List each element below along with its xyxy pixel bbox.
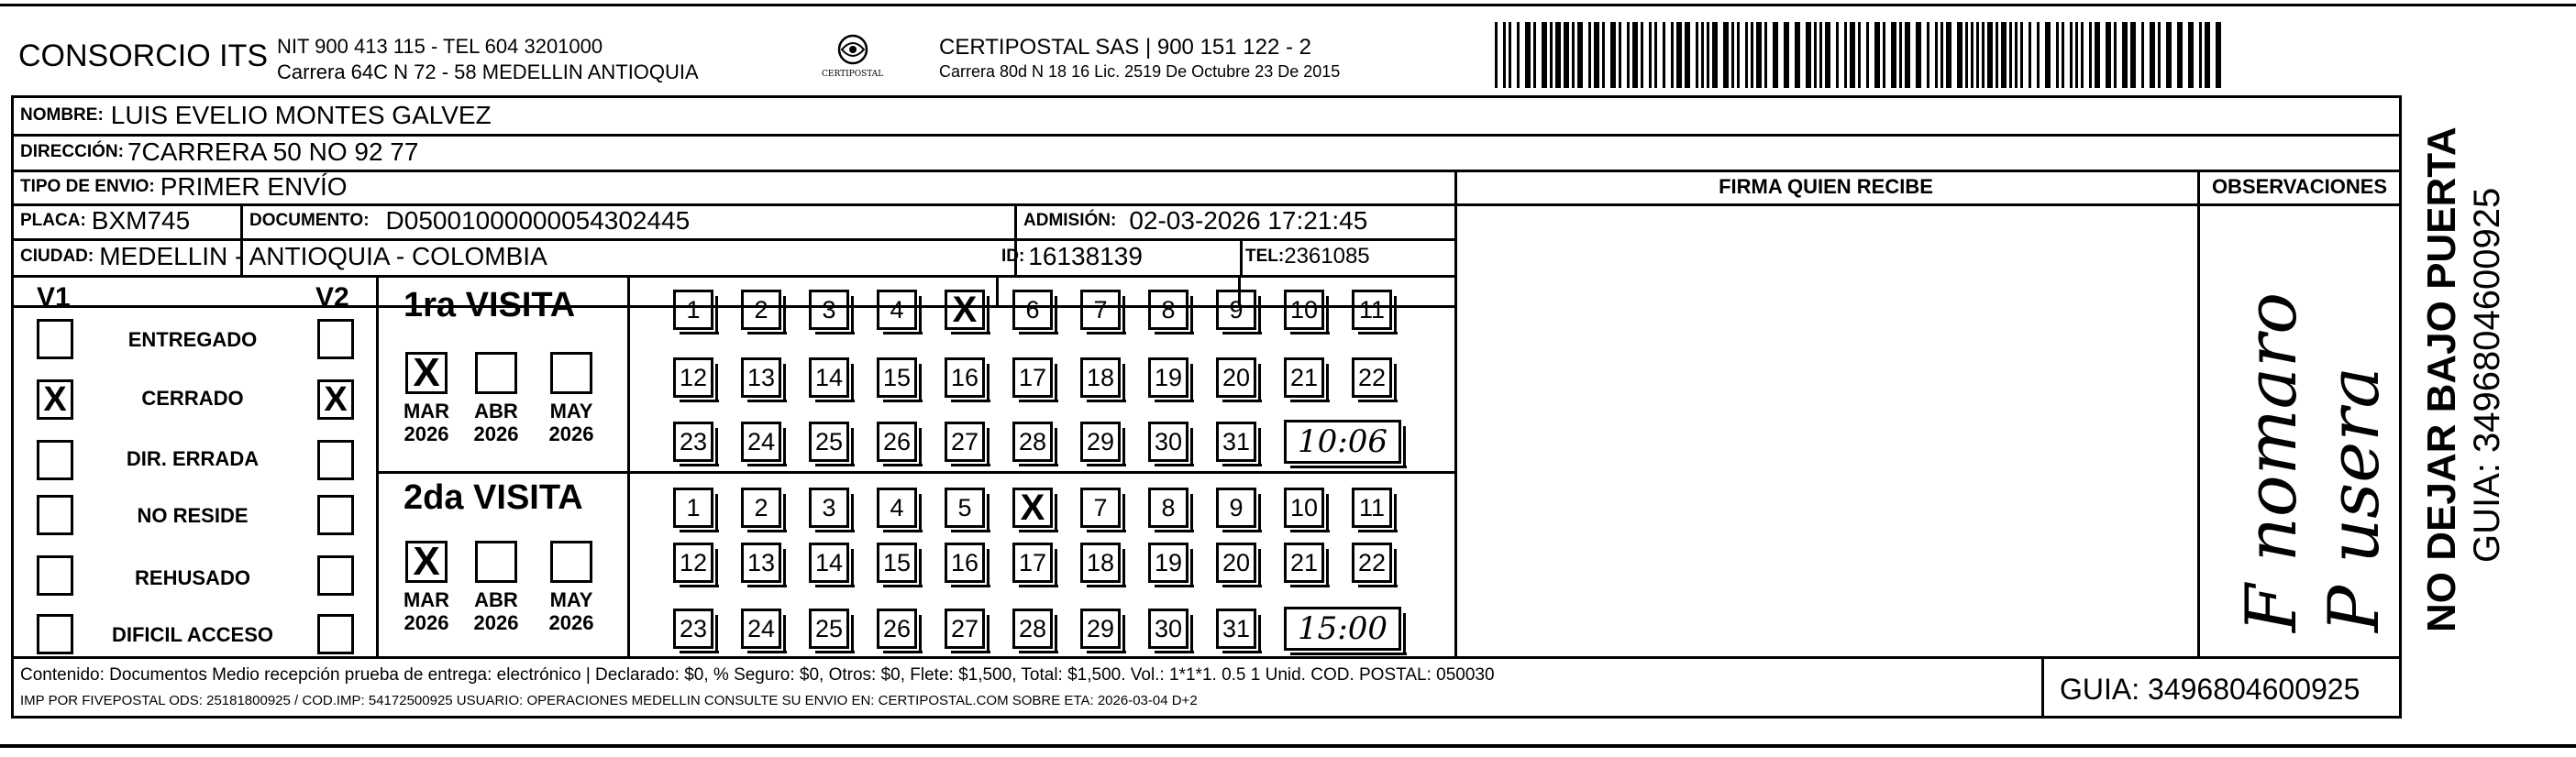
day-box[interactable]: X — [945, 290, 985, 330]
day-box[interactable]: 13 — [741, 543, 781, 583]
admision-label: ADMISIÓN: — [1023, 211, 1117, 230]
barcode-bar — [1737, 22, 1740, 88]
barcode-bar — [1965, 22, 1968, 88]
day-box[interactable]: 1 — [673, 488, 713, 528]
placa-cell — [20, 203, 190, 238]
barcode-bar — [2188, 22, 2194, 88]
month-name: MAY — [549, 588, 593, 611]
barcode-bar — [1825, 22, 1830, 88]
nombre-label: NOMBRE: — [20, 105, 104, 125]
barcode-bar — [1891, 22, 1896, 88]
placa-value: BXM745 — [91, 206, 191, 235]
barcode-bar — [2056, 22, 2059, 88]
barcode-bar — [1916, 22, 1921, 88]
month-name: MAY — [549, 400, 593, 422]
barcode-bar — [1764, 22, 1767, 88]
barcode-bar — [1707, 22, 1709, 88]
barcode-bar — [1850, 22, 1855, 88]
month-name: MAR — [403, 400, 450, 422]
day-box[interactable]: 16 — [945, 357, 985, 398]
day-box[interactable]: 2 — [741, 290, 781, 330]
cell-divider — [1014, 203, 1017, 238]
observaciones-divider — [2197, 170, 2200, 656]
cell-divider — [240, 203, 243, 238]
day-box[interactable]: 8 — [1148, 488, 1188, 528]
day-box[interactable]: 9 — [1216, 488, 1256, 528]
barcode-bar — [1564, 22, 1569, 88]
day-box[interactable]: 15 — [877, 357, 917, 398]
side-guia: GUIA: 3496804600925 — [2467, 187, 2507, 563]
barcode-bar — [1550, 22, 1553, 88]
tel-value: 2361085 — [1284, 244, 1370, 269]
day-box[interactable]: 10 — [1284, 290, 1324, 330]
barcode-bar — [1594, 22, 1599, 88]
status-label: DIR. ERRADA — [126, 447, 260, 470]
barcode-bar — [1976, 22, 1979, 88]
status-label: DIFICIL ACCESO — [111, 623, 273, 646]
v1-checkbox[interactable] — [37, 495, 73, 535]
footer-guia: GUIA: 3496804600925 — [2060, 673, 2360, 706]
barcode-bar — [2166, 22, 2172, 88]
barcode-bar — [2029, 22, 2031, 88]
month-year: 2026 — [404, 422, 449, 445]
month-checkbox[interactable]: X — [405, 541, 448, 583]
id-label: ID: — [1001, 247, 1025, 266]
barcode-bar — [1795, 22, 1800, 88]
barcode-bar — [1935, 22, 1938, 88]
barcode-bar — [1627, 22, 1630, 88]
day-box[interactable]: 17 — [1012, 357, 1053, 398]
cell-divider — [1240, 238, 1243, 275]
barcode-bar — [1588, 22, 1591, 88]
v2-checkbox[interactable]: X — [317, 379, 354, 420]
barcode-bar — [1745, 22, 1748, 88]
barcode-bar — [2177, 22, 2183, 88]
barcode-bar — [2106, 22, 2111, 88]
visit-divider — [376, 471, 1454, 474]
barcode-bar — [2001, 22, 2007, 88]
day-box[interactable]: X — [1012, 488, 1053, 528]
day-box[interactable]: 17 — [1012, 543, 1053, 583]
barcode-bar — [1946, 22, 1951, 88]
month-name: MAR — [403, 588, 450, 611]
day-box[interactable]: 11 — [1352, 488, 1392, 528]
day-box[interactable]: 2 — [741, 488, 781, 528]
barcode-bar — [2205, 22, 2210, 88]
day-box[interactable]: 28 — [1012, 422, 1053, 462]
day-box[interactable]: 21 — [1284, 357, 1324, 398]
v2-checkbox[interactable] — [317, 495, 354, 535]
barcode-bar — [2009, 22, 2012, 88]
barcode-bar — [1685, 22, 1690, 88]
barcode-bar — [2070, 22, 2073, 88]
barcode-bar — [1844, 22, 1847, 88]
visit-time[interactable]: 10:06 — [1284, 420, 1401, 464]
company-nit: NIT 900 413 115 - TEL 604 3201000 — [277, 35, 603, 58]
day-box[interactable]: 29 — [1080, 422, 1121, 462]
ciudad-label: CIUDAD: — [20, 247, 94, 266]
barcode-bar — [2020, 22, 2023, 88]
barcode-bar — [1940, 22, 1943, 88]
observaciones-header — [2197, 170, 2402, 204]
day-box[interactable]: 16 — [945, 543, 985, 583]
barcode-bar — [1671, 22, 1674, 88]
barcode-bar — [1701, 22, 1704, 88]
handwriting-line1: F nomaro — [2230, 291, 2312, 632]
day-box[interactable]: 15 — [877, 543, 917, 583]
month-checkbox[interactable] — [475, 541, 517, 583]
documento-value: D05001000000054302445 — [385, 206, 691, 235]
barcode-bar — [2130, 22, 2136, 88]
day-box[interactable]: 29 — [1080, 609, 1121, 649]
tel-label: TEL: — [1245, 247, 1285, 266]
barcode-bar — [1751, 22, 1753, 88]
guia-divider — [2041, 656, 2044, 719]
barcode-bar — [1632, 22, 1638, 88]
month-checkbox[interactable] — [475, 352, 517, 394]
barcode-bar — [1525, 22, 1531, 88]
month-year: 2026 — [473, 611, 519, 634]
month-name: ABR — [474, 588, 518, 611]
day-box[interactable]: 13 — [741, 357, 781, 398]
status-label: REHUSADO — [135, 566, 250, 589]
day-box[interactable]: 12 — [673, 543, 713, 583]
nombre-row — [20, 97, 492, 134]
month-name: ABR — [474, 400, 518, 422]
barcode-bar — [1806, 22, 1811, 88]
nombre-value: LUIS EVELIO MONTES GALVEZ — [110, 101, 492, 129]
barcode-bar — [1905, 22, 1910, 88]
tel-cell — [1245, 238, 1370, 275]
month-year: 2026 — [548, 611, 594, 634]
cell-divider — [996, 275, 999, 305]
barcode-bar — [2045, 22, 2051, 88]
day-box[interactable]: 20 — [1216, 543, 1256, 583]
day-box[interactable]: 19 — [1148, 357, 1188, 398]
day-box[interactable]: 24 — [741, 422, 781, 462]
barcode-bar — [1927, 22, 1929, 88]
visit1-title: 1ra VISITA — [404, 286, 576, 324]
day-box[interactable]: 18 — [1080, 543, 1121, 583]
day-box[interactable]: 1 — [673, 290, 713, 330]
day-box[interactable]: 23 — [673, 609, 713, 649]
month-label — [394, 400, 459, 445]
footer-line2: IMP POR FIVEPOSTAL ODS: 25181800925 / COD.IMP: 54172500925 USUARIO: OPERACIONES MEDELLIN CONSULTE SU ENVIO EN: CERTIPOSTAL.COM SOBRE ETA: 2026-03-04 D+2 — [20, 693, 1198, 708]
barcode-bar — [2199, 22, 2202, 88]
month-label — [539, 400, 603, 445]
carrier-name: CERTIPOSTAL SAS | 900 151 122 - 2 — [939, 35, 1311, 60]
barcode-bar — [1619, 22, 1621, 88]
barcode-bar — [1542, 22, 1547, 88]
day-box[interactable]: 14 — [809, 543, 849, 583]
admision-value: 02-03-2026 17:21:45 — [1129, 206, 1368, 235]
day-box[interactable]: 30 — [1148, 422, 1188, 462]
day-box[interactable]: 27 — [945, 422, 985, 462]
barcode-bar — [1696, 22, 1698, 88]
month-year: 2026 — [473, 422, 519, 445]
barcode-bar — [2150, 22, 2155, 88]
ciudad-cell — [20, 238, 547, 275]
day-box[interactable]: 4 — [877, 488, 917, 528]
logo-text: CERTIPOSTAL — [822, 70, 884, 79]
barcode-bar — [1495, 22, 1498, 88]
placa-label: PLACA: — [20, 211, 86, 230]
status-divider — [376, 275, 379, 656]
id-cell — [1001, 238, 1143, 275]
day-box[interactable]: 3 — [809, 290, 849, 330]
month-label — [464, 588, 528, 634]
barcode-bar — [1899, 22, 1902, 88]
v2-checkbox[interactable] — [317, 440, 354, 480]
documento-label: DOCUMENTO: — [249, 211, 370, 230]
barcode-bar — [1712, 22, 1718, 88]
month-label — [539, 588, 603, 634]
day-box[interactable]: 27 — [945, 609, 985, 649]
bottom-edge-line — [0, 744, 2576, 748]
status-label: CERRADO — [141, 387, 244, 410]
direccion-label: DIRECCIÓN: — [20, 142, 124, 161]
day-box[interactable]: 20 — [1216, 357, 1256, 398]
barcode-bar — [1649, 22, 1652, 88]
month-year: 2026 — [404, 611, 449, 634]
visit-time[interactable]: 15:00 — [1284, 607, 1401, 651]
day-box[interactable]: 31 — [1216, 609, 1256, 649]
barcode-bar — [2114, 22, 2117, 88]
admision-cell — [1023, 203, 1367, 238]
barcode-bar — [1784, 22, 1789, 88]
day-box[interactable]: 21 — [1284, 543, 1324, 583]
barcode-bar — [1814, 22, 1817, 88]
footer-line1: Contenido: Documentos Medio recepción prueba de entrega: electrónico | Declarado: $0, % Seguro: $0, Otros: $0, Flete: $1,500, Total: $1,500. Vol.: 1*1*1. 0.5 1 Unid. COD. POSTAL: 050030 — [20, 665, 1495, 685]
v1-checkbox[interactable]: X — [37, 379, 73, 420]
certipostal-logo — [807, 31, 899, 86]
month-checkbox[interactable]: X — [405, 352, 448, 394]
day-box[interactable]: 11 — [1352, 290, 1392, 330]
barcode-bar — [2089, 22, 2092, 88]
barcode-bar — [1773, 22, 1778, 88]
ciudad-value: MEDELLIN - ANTIOQUIA - COLOMBIA — [99, 242, 547, 270]
months-days-divider — [627, 275, 630, 656]
barcode-bar — [2075, 22, 2078, 88]
day-box[interactable]: 26 — [877, 422, 917, 462]
v1-header: V1 — [37, 282, 71, 313]
day-box[interactable]: 22 — [1352, 543, 1392, 583]
day-box[interactable]: 25 — [809, 422, 849, 462]
day-box[interactable]: 23 — [673, 422, 713, 462]
barcode-bar — [1533, 22, 1536, 88]
barcode-bar — [1509, 22, 1511, 88]
firma-header — [1454, 170, 2197, 204]
documento-cell — [249, 203, 690, 238]
barcode-bar — [2158, 22, 2161, 88]
day-box[interactable]: 3 — [809, 488, 849, 528]
barcode-bar — [1819, 22, 1822, 88]
day-box[interactable]: 28 — [1012, 609, 1053, 649]
side-warning: NO DEJAR BAJO PUERTA — [2419, 126, 2464, 632]
barcode-bar — [1987, 22, 1993, 88]
firma-divider — [1454, 170, 1457, 656]
day-box[interactable]: 10 — [1284, 488, 1324, 528]
day-box[interactable]: 12 — [673, 357, 713, 398]
barcode-bar — [1971, 22, 1973, 88]
barcode-bar — [1996, 22, 1998, 88]
carrier-license: Carrera 80d N 18 16 Lic. 2519 De Octubre 23 De 2015 — [939, 62, 1341, 81]
day-box[interactable]: 9 — [1216, 290, 1256, 330]
observaciones-label: OBSERVACIONES — [2211, 175, 2388, 198]
v1-checkbox[interactable] — [37, 319, 73, 359]
barcode-image — [1495, 22, 2225, 88]
company-address: Carrera 64C N 72 - 58 MEDELLIN ANTIOQUIA — [277, 60, 699, 83]
v2-checkbox[interactable] — [317, 555, 354, 596]
barcode-bar — [1555, 22, 1561, 88]
company-name: CONSORCIO ITS — [18, 38, 269, 73]
barcode-bar — [2015, 22, 2018, 88]
barcode-bar — [1883, 22, 1885, 88]
visit2-title: 2da VISITA — [404, 478, 583, 517]
day-box[interactable]: 6 — [1012, 290, 1053, 330]
v2-header: V2 — [315, 282, 349, 313]
day-box[interactable]: 4 — [877, 290, 917, 330]
tipo-row — [20, 170, 348, 204]
barcode-bar — [2216, 22, 2221, 88]
month-year: 2026 — [548, 422, 594, 445]
day-box[interactable]: 22 — [1352, 357, 1392, 398]
barcode-bar — [1866, 22, 1869, 88]
v1-checkbox[interactable] — [37, 614, 73, 654]
barcode-bar — [1731, 22, 1734, 88]
day-box[interactable]: 5 — [945, 488, 985, 528]
id-value: 16138139 — [1028, 242, 1143, 270]
barcode-bar — [1676, 22, 1682, 88]
day-box[interactable]: 31 — [1216, 422, 1256, 462]
barcode-bar — [1517, 22, 1520, 88]
v1-checkbox[interactable] — [37, 440, 73, 480]
barcode-bar — [1610, 22, 1616, 88]
barcode — [1495, 22, 2225, 88]
day-box[interactable]: 26 — [877, 609, 917, 649]
v2-checkbox[interactable] — [317, 614, 354, 654]
direccion-row — [20, 134, 418, 170]
v1-checkbox[interactable] — [37, 555, 73, 596]
month-label — [464, 400, 528, 445]
barcode-bar — [1572, 22, 1575, 88]
barcode-bar — [1874, 22, 1880, 88]
status-label: ENTREGADO — [127, 328, 258, 351]
day-box[interactable]: 8 — [1148, 290, 1188, 330]
barcode-bar — [1723, 22, 1729, 88]
status-label: NO RESIDE — [137, 504, 249, 527]
day-box[interactable]: 30 — [1148, 609, 1188, 649]
day-box[interactable]: 25 — [809, 609, 849, 649]
day-box[interactable]: 14 — [809, 357, 849, 398]
barcode-bar — [1858, 22, 1861, 88]
barcode-bar — [2037, 22, 2040, 88]
barcode-bar — [1602, 22, 1605, 88]
tipo-label: TIPO DE ENVIO: — [20, 177, 155, 196]
barcode-bar — [2095, 22, 2100, 88]
barcode-bar — [2122, 22, 2128, 88]
month-checkbox[interactable] — [550, 352, 592, 394]
barcode-bar — [1641, 22, 1643, 88]
barcode-bar — [1756, 22, 1762, 88]
day-box[interactable]: 18 — [1080, 357, 1121, 398]
barcode-bar — [2062, 22, 2064, 88]
firma-label: FIRMA QUIEN RECIBE — [1719, 175, 1933, 198]
barcode-bar — [2081, 22, 2084, 88]
v2-checkbox[interactable] — [317, 319, 354, 359]
barcode-bar — [1663, 22, 1665, 88]
barcode-bar — [1577, 22, 1583, 88]
barcode-bar — [1957, 22, 1962, 88]
direccion-value: 7CARRERA 50 NO 92 77 — [127, 137, 419, 166]
barcode-bar — [1836, 22, 1839, 88]
barcode-bar — [2141, 22, 2144, 88]
day-box[interactable]: 7 — [1080, 290, 1121, 330]
handwriting-line2: P usera — [2313, 367, 2394, 632]
barcode-bar — [1982, 22, 1985, 88]
tipo-value: PRIMER ENVÍO — [160, 172, 348, 201]
top-edge-line — [0, 4, 2576, 6]
day-box[interactable]: 24 — [741, 609, 781, 649]
month-label — [394, 588, 459, 634]
day-box[interactable]: 7 — [1080, 488, 1121, 528]
barcode-bar — [1654, 22, 1657, 88]
barcode-bar — [1503, 22, 1506, 88]
month-checkbox[interactable] — [550, 541, 592, 583]
day-box[interactable]: 19 — [1148, 543, 1188, 583]
